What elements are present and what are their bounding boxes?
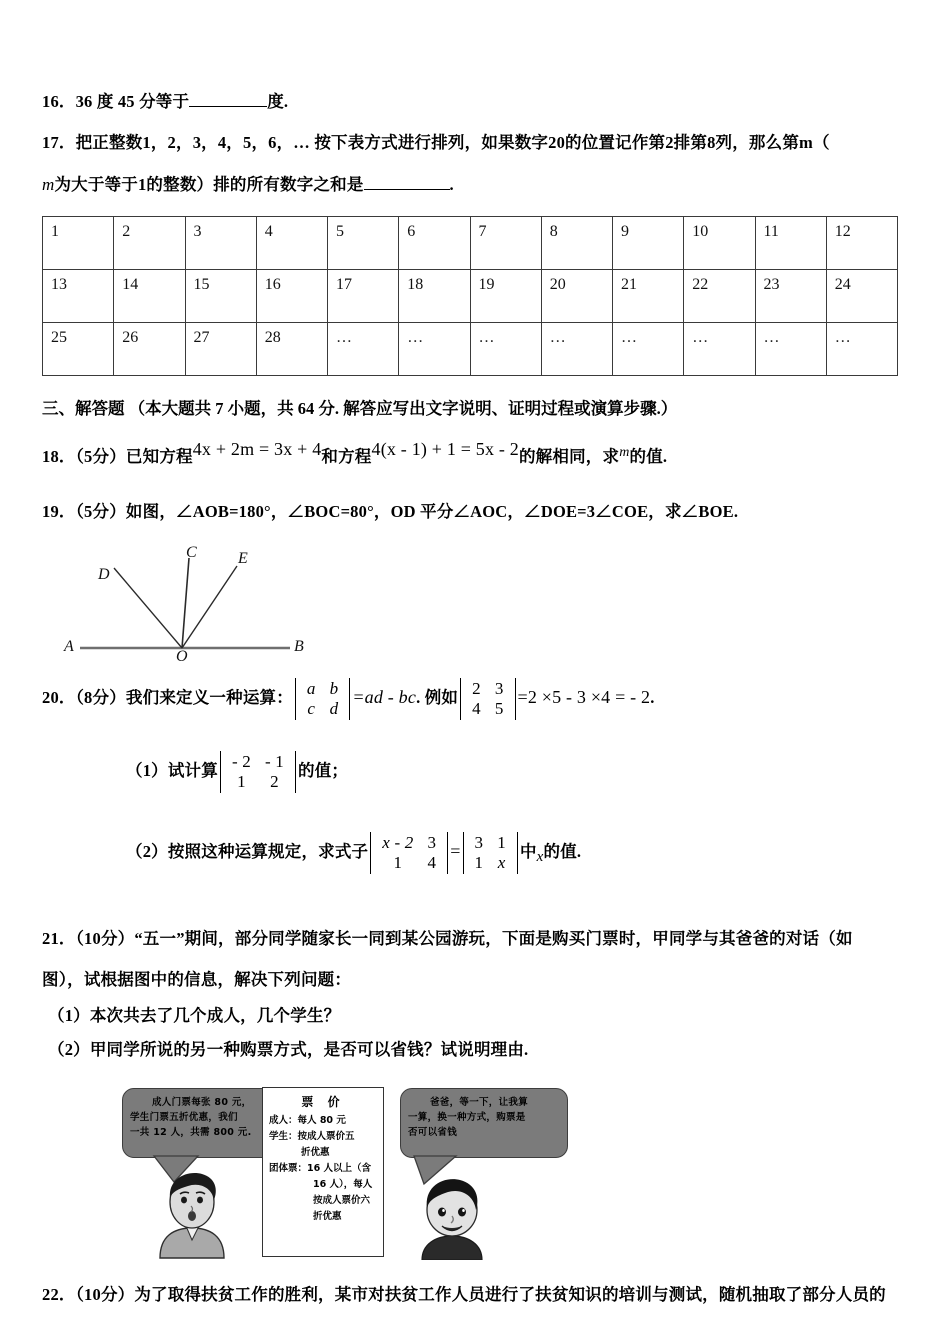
- q18-equation-1: 4x + 2m = 3x + 4: [192, 439, 322, 459]
- table-cell: 4: [256, 217, 327, 270]
- table-cell: 2: [114, 217, 185, 270]
- boy-bubble-line3: 否可以省钱: [408, 1127, 458, 1138]
- det-cell: 4: [472, 699, 481, 719]
- q17-line2: 为大于等于1的整数）排的所有数字之和是: [54, 175, 364, 194]
- q20-eq-def: =ad - bc: [352, 687, 417, 707]
- q18-equation-2: 4(x - 1) + 1 = 5x - 2: [371, 439, 519, 459]
- det-cell: 1: [237, 772, 246, 792]
- det-cell: d: [329, 699, 339, 719]
- ray-oe: [182, 566, 237, 648]
- table-cell: 14: [114, 270, 185, 323]
- page-content: [42, 82, 910, 1314]
- section-3-heading: 三、解答题 （本大题共 7 小题，共 64 分. 解答应写出文字说明、证明过程或演算步骤.）: [42, 399, 678, 418]
- question-22: [42, 1276, 910, 1314]
- q17-line2-end: .: [449, 175, 454, 194]
- table-cell: 10: [684, 217, 755, 270]
- question-20: [42, 673, 910, 722]
- question-21-line2: 图），试根据图中的信息，解决下列问题：: [42, 970, 352, 989]
- q19-score: （5分）: [75, 502, 126, 521]
- q16-answer-blank[interactable]: [189, 90, 267, 107]
- q17-line1: 把正整数1，2，3，4，5，6，… 按下表方式进行排列，如果数字20的位置记作第2排第8列，那么第m（: [75, 133, 830, 152]
- det-cell: 1: [393, 853, 403, 873]
- number-arrangement-table: [42, 216, 898, 376]
- determinant-part1: [220, 751, 296, 793]
- q20-p2-label: （2）: [126, 842, 168, 861]
- table-cell: …: [684, 323, 755, 376]
- table-cell: 16: [256, 270, 327, 323]
- table-cell: …: [470, 323, 541, 376]
- q18-text3: 的解相同，求: [518, 447, 620, 466]
- table-cell: 26: [114, 323, 185, 376]
- q18-text4: 的值.: [629, 447, 668, 466]
- table-cell: …: [826, 323, 897, 376]
- table-cell: 21: [613, 270, 684, 323]
- price-student-value: 按成人票价五: [297, 1131, 355, 1142]
- q20-p1-text-after: 的值；: [298, 761, 349, 780]
- price-group-cont3: 折优惠: [313, 1211, 342, 1222]
- q20-p1-label: （1）: [126, 761, 168, 780]
- q19-number: 19．: [42, 502, 76, 521]
- determinant-generic: [295, 678, 350, 720]
- question-16: [42, 82, 910, 122]
- det-cell: 1: [497, 833, 506, 853]
- q20-p2-text-after: 的值.: [543, 842, 582, 861]
- boy-bubble-line1: 爸爸，等一下，让我算: [430, 1097, 529, 1108]
- geo-label-d: D: [98, 566, 110, 583]
- table-cell: 25: [43, 323, 114, 376]
- table-cell: 8: [541, 217, 612, 270]
- boy-bubble-line2: 一算，换一种方式，购票是: [408, 1112, 526, 1123]
- table-row: [43, 270, 898, 323]
- table-row: [43, 217, 898, 270]
- table-cell: …: [328, 323, 399, 376]
- geo-label-e: E: [238, 550, 248, 567]
- det-cell: 2: [270, 772, 279, 792]
- q16-text-after: 度.: [267, 92, 289, 111]
- q21-number: 21．: [42, 929, 76, 948]
- price-group-cont: 16 人），每人: [313, 1179, 373, 1190]
- det-cell: 1: [474, 853, 484, 873]
- price-board-title: 票 价: [301, 1095, 345, 1109]
- ray-oc: [182, 558, 189, 648]
- det-cell: x - 2: [382, 833, 414, 853]
- q20-p2-text-mid: 中: [519, 842, 537, 861]
- ticket-dialog-illustration: [122, 1082, 622, 1262]
- table-cell: 11: [755, 217, 826, 270]
- question-19: [42, 490, 910, 534]
- det-cell: 4: [427, 853, 437, 873]
- q20-eq-example: =2 ×5 - 3 ×4 = - 2: [517, 687, 651, 707]
- det-cell: a: [306, 679, 316, 699]
- det-cell: b: [329, 679, 339, 699]
- det-cell: c: [307, 699, 316, 719]
- det-cell: 5: [494, 699, 504, 719]
- dad-bubble-line2: 学生门票五折优惠，我们: [130, 1112, 238, 1123]
- det-cell: 3: [427, 833, 437, 853]
- q18-text1: 已知方程: [125, 447, 193, 466]
- dad-bubble-line1: 成人门票每张 80 元，: [152, 1097, 252, 1108]
- price-adult-value: 每人 80 元: [297, 1115, 346, 1126]
- table-cell: 15: [185, 270, 256, 323]
- table-cell: 22: [684, 270, 755, 323]
- q20-p2-equals: =: [450, 841, 461, 861]
- q20-p1-text: 试计算: [167, 761, 218, 780]
- angle-diagram-figure: [62, 540, 362, 665]
- q20-p2-variable-x: x: [536, 849, 544, 865]
- q17-answer-blank[interactable]: [364, 175, 450, 190]
- q20-text2: . 例如: [416, 688, 459, 707]
- q18-text2: 和方程: [321, 447, 372, 466]
- geo-label-c: C: [186, 544, 197, 561]
- dad-speech-bubble: [122, 1088, 278, 1158]
- q19-text: 如图，∠AOB=180°，∠BOC=80°，OD 平分∠AOC，∠DOE=3∠COE，求∠BOE.: [125, 502, 739, 521]
- table-cell: 9: [613, 217, 684, 270]
- table-cell: 13: [43, 270, 114, 323]
- det-cell: 2: [472, 679, 481, 699]
- q20-p2-text: 按照这种运算规定，求式子: [167, 842, 369, 861]
- price-student-label: 学生：: [269, 1131, 298, 1142]
- det-cell: 3: [494, 679, 504, 699]
- q17-number: 17．: [42, 133, 76, 152]
- table-cell: 23: [755, 270, 826, 323]
- table-cell: 18: [399, 270, 470, 323]
- price-group-label: 团体票：: [269, 1163, 308, 1174]
- geo-label-o: O: [176, 648, 188, 665]
- table-cell: 5: [328, 217, 399, 270]
- det-cell: 3: [474, 833, 484, 853]
- question-21-line1: [42, 918, 910, 960]
- table-cell: 3: [185, 217, 256, 270]
- table-cell: 28: [256, 323, 327, 376]
- q20-text1: 我们来定义一种运算：: [125, 688, 293, 707]
- question-18: [42, 426, 910, 480]
- q18-score: （5分）: [75, 447, 126, 466]
- geo-label-a: A: [64, 638, 74, 655]
- q20-score: （8分）: [75, 688, 126, 707]
- table-cell: 19: [470, 270, 541, 323]
- question-21-part-1: （1）本次共去了几个成人，几个学生？: [48, 1006, 341, 1025]
- q16-text-before: 36 度 45 分等于: [75, 92, 190, 111]
- question-21-part-2: （2）甲同学所说的另一种购票方式，是否可以省钱？试说明理由.: [48, 1040, 529, 1059]
- price-group-cont2: 按成人票价六: [313, 1195, 371, 1206]
- q17-var-m: m: [42, 175, 55, 194]
- q20-text3: .: [650, 688, 655, 707]
- table-cell: 6: [399, 217, 470, 270]
- table-cell: …: [399, 323, 470, 376]
- price-group-value: 16 人以上（含: [307, 1163, 372, 1174]
- boy-speech-bubble: [400, 1088, 568, 1158]
- table-cell: …: [541, 323, 612, 376]
- determinant-part2-right: [463, 832, 518, 874]
- table-cell: 20: [541, 270, 612, 323]
- determinant-part2-left: [370, 832, 448, 874]
- table-cell: 27: [185, 323, 256, 376]
- table-cell: 24: [826, 270, 897, 323]
- q22-text: 为了取得扶贫工作的胜利，某市对扶贫工作人员进行了扶贫知识的培训与测试，随机抽取了部分人员的: [134, 1285, 886, 1304]
- price-row-adult: [269, 1113, 377, 1129]
- table-cell: 12: [826, 217, 897, 270]
- q20-number: 20．: [42, 688, 76, 707]
- q22-number: 22．: [42, 1285, 76, 1304]
- table-cell: 1: [43, 217, 114, 270]
- price-student-cont: 折优惠: [301, 1147, 330, 1158]
- question-17: [42, 122, 910, 164]
- table-cell: 7: [470, 217, 541, 270]
- question-20-part-2: [126, 820, 910, 888]
- q22-score: （10分）: [75, 1285, 135, 1304]
- q21-score: （10分）: [75, 929, 135, 948]
- q18-number: 18．: [42, 447, 76, 466]
- q21-line1: “五一”期间，部分同学随家长一同到某公园游玩，下面是购买门票时，甲同学与其爸爸的对话（如: [134, 929, 853, 948]
- ticket-price-board: [262, 1087, 384, 1257]
- det-cell: x: [497, 853, 506, 873]
- ray-od: [114, 568, 182, 648]
- boy-face-figure: [404, 1174, 500, 1260]
- determinant-example: [460, 678, 515, 720]
- price-adult-label: 成人：: [269, 1115, 298, 1126]
- dad-bubble-line3: 一共 12 人，共需 800 元.: [130, 1127, 252, 1138]
- dad-face-figure: [144, 1170, 240, 1260]
- table-cell: …: [755, 323, 826, 376]
- q16-number: 16．: [42, 92, 76, 111]
- price-row-student: [269, 1129, 377, 1145]
- det-cell: - 1: [264, 752, 284, 772]
- det-cell: - 2: [231, 752, 251, 772]
- angle-diagram-svg: [62, 540, 362, 665]
- question-17-line2: [42, 164, 910, 206]
- table-cell: …: [613, 323, 684, 376]
- geo-label-b: B: [294, 638, 304, 655]
- price-row-group: [269, 1161, 377, 1177]
- table-cell: 17: [328, 270, 399, 323]
- table-row: [43, 323, 898, 376]
- question-20-part-1: [126, 740, 910, 802]
- q18-variable-m: m: [619, 445, 630, 460]
